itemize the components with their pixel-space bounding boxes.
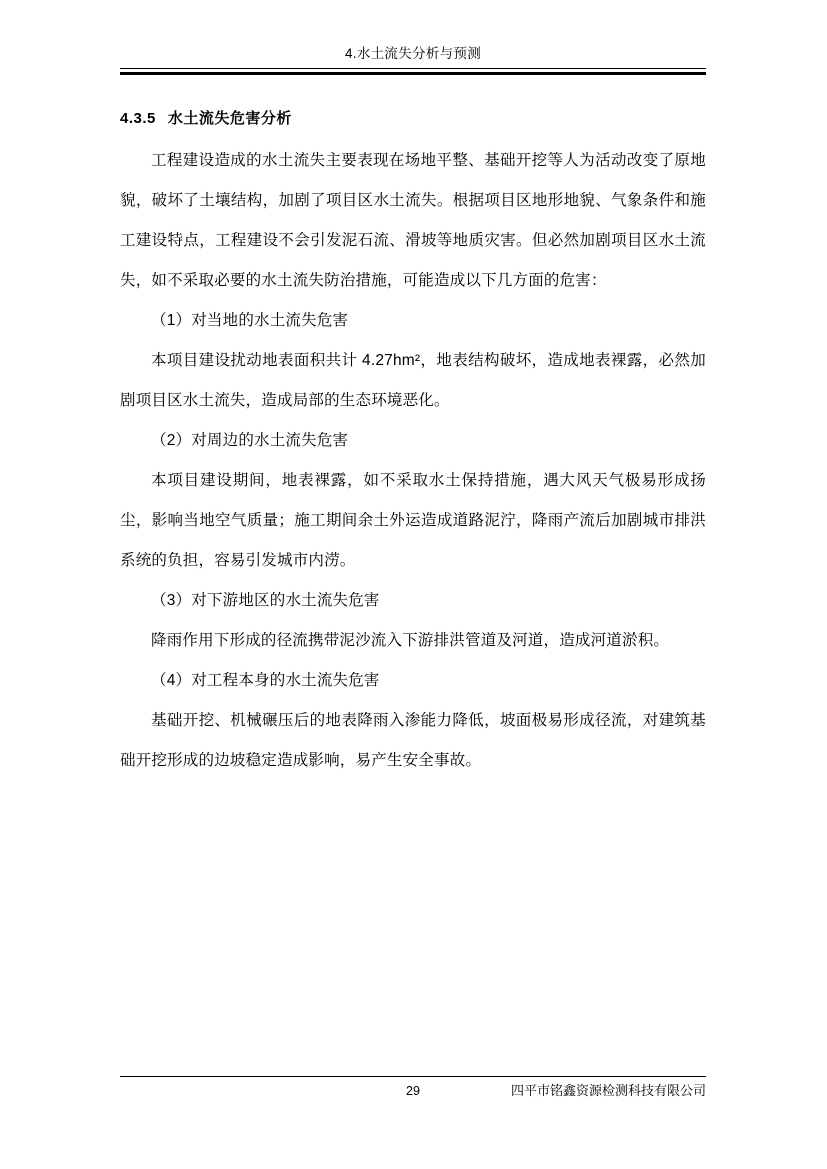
footer-rule [120,1076,706,1077]
header-rule-thick [120,72,706,75]
section-heading [120,105,706,133]
paragraph-item-4-title: （4）对工程本身的水土流失危害 [151,672,380,689]
section-title: 水土流失危害分析 [167,110,292,127]
running-header-title: 4.水土流失分析与预测 [344,46,482,61]
paragraph-item-2-title: （2）对周边的水土流失危害 [151,432,349,449]
paragraph-item-4-body: 基础开挖、机械碾压后的地表降雨入渗能力降低，坡面极易形成径流，对建筑基础开挖形成的边坡稳定造成影响，易产生安全事故。 [120,712,706,769]
paragraph-item-1-title: （1）对当地的水土流失危害 [151,312,349,329]
header-rule-thin [120,68,706,69]
page-header [120,44,706,64]
paragraph-intro: 工程建设造成的水土流失主要表现在场地平整、基础开挖等人为活动改变了原地貌，破坏了土壤结构，加剧了项目区水土流失。根据项目区地形地貌、气象条件和施工建设特点，工程建设不会引发泥石流、滑坡等地质灾害。但必然加剧项目区水土流失，如不采取必要的水土流失防治措施，可能造成以下几方面的危害： [120,152,706,289]
paragraph-item-3-body: 降雨作用下形成的径流携带泥沙流入下游排洪管道及河道，造成河道淤积。 [151,632,670,649]
paragraph-item-3-title: （3）对下游地区的水土流失危害 [151,592,380,609]
page-number: 29 [406,1084,420,1098]
page-footer [120,1080,706,1104]
page-content [120,105,706,781]
footer-organization: 四平市铭鑫资源检测科技有限公司 [510,1083,706,1098]
section-number: 4.3.5 [120,110,156,127]
paragraph-item-1-body: 本项目建设扰动地表面积共计 4.27hm²，地表结构破坏，造成地表裸露，必然加剧项目区水土流失，造成局部的生态环境恶化。 [120,352,706,409]
paragraph-item-2-body: 本项目建设期间，地表裸露，如不采取水土保持措施，遇大风天气极易形成扬尘，影响当地空气质量；施工期间余土外运造成道路泥泞，降雨产流后加剧城市排洪系统的负担，容易引发城市内涝。 [120,472,706,569]
